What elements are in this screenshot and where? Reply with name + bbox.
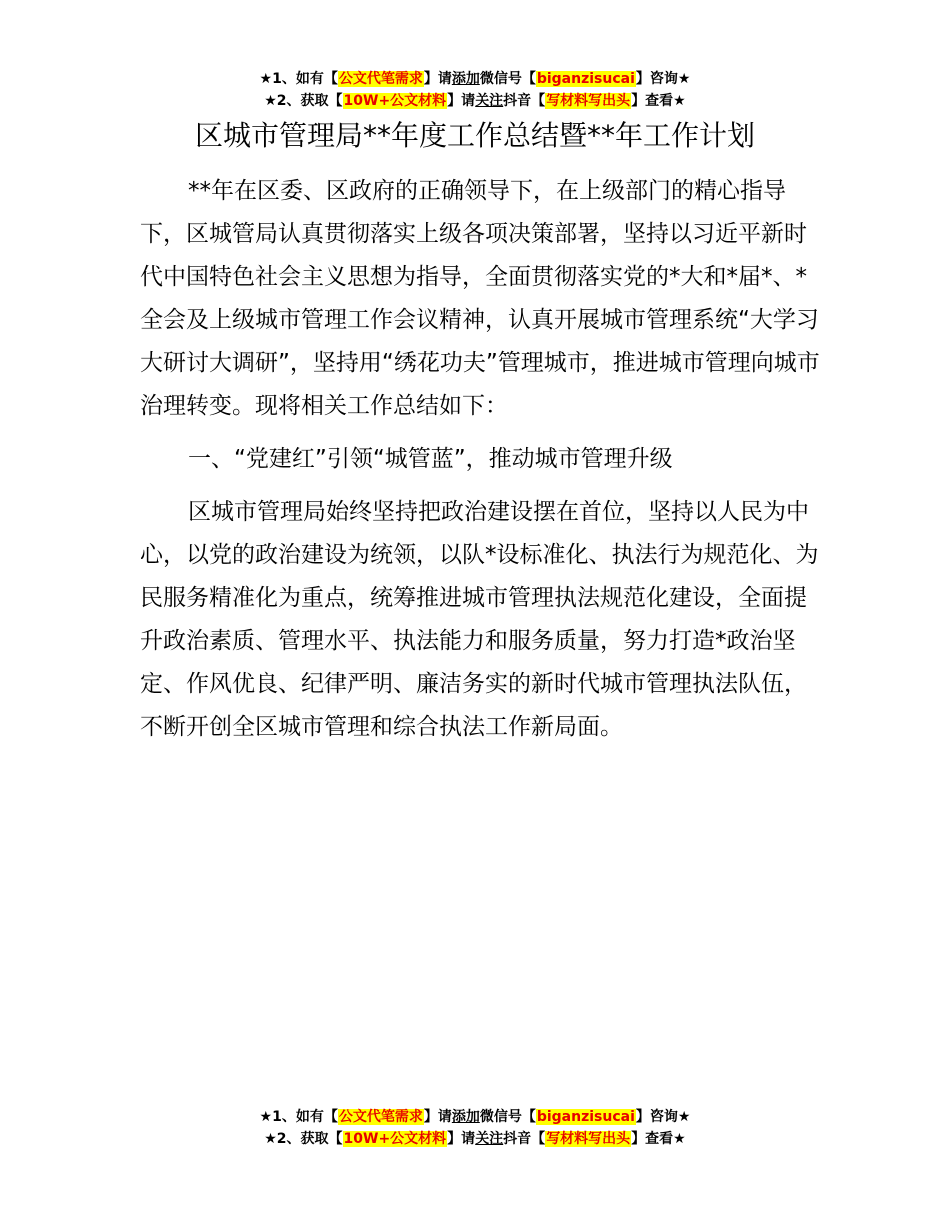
header-line2-emphasis: 关注 (475, 93, 504, 109)
footer-line1-highlight-service: 公文代笔需求 (338, 1109, 423, 1125)
section-1-paragraph: 区城市管理局始终坚持把政治建设摆在首位，坚持以人民为中心，以党的政治建设为统领，以队*设标准化、执法行为规范化、为民服务精准化为重点，统筹推进城市管理执法规范化建设，全面提升政治素质、管理水平、执法能力和服务质量，努力打造*政治坚定、作风优良、纪律严明、廉洁务实的新时代城市管理执法队伍，不断开创全区城市管理和综合执法工作新局面。 (140, 499, 819, 740)
header-line1-emphasis: 添加 (451, 71, 480, 87)
header-line2-mid2: 抖音【 (503, 93, 546, 109)
document-title: 区城市管理局**年度工作总结暨**年工作计划 (194, 119, 755, 152)
footer-line2-highlight-materials: 10W+公文材料 (343, 1131, 447, 1147)
footer-line2-highlight-douyin: 写材料写出头 (546, 1131, 631, 1147)
footer-line2-emphasis: 关注 (475, 1131, 504, 1147)
header-line2-mid1: 】请 (447, 93, 476, 109)
header-banner-line-2 (0, 90, 950, 112)
header-line1-mid1: 】请 (423, 71, 452, 87)
footer-line1-highlight-wechat: biganzisucai (536, 1109, 635, 1125)
footer-line1-mid1: 】请 (423, 1109, 452, 1125)
intro-paragraph: **年在区委、区政府的正确领导下，在上级部门的精心指导下，区城管局认真贯彻落实上级各项决策部署，坚持以习近平新时代中国特色社会主义思想为指导，全面贯彻落实党的*大和*届*、*全会及上级城市管理工作会议精神，认真开展城市管理系统“大学习大研讨大调研”，坚持用“绣花功夫”管理城市，推进城市管理向城市治理转变。现将相关工作总结如下： (140, 178, 820, 419)
footer-line2-prefix: ★2、获取【 (264, 1131, 343, 1147)
footer-banner-line-1 (0, 1106, 950, 1128)
section-heading-1: 一、“党建红”引领“城管蓝”，推动城市管理升级 (188, 446, 673, 472)
footer-banner-line-2 (0, 1128, 950, 1150)
footer-line2-mid1: 】请 (447, 1131, 476, 1147)
footer-banner (0, 1106, 950, 1150)
footer-line1-prefix: ★1、如有【 (259, 1109, 338, 1125)
footer-line1-mid2: 微信号【 (479, 1109, 536, 1125)
footer-line1-suffix: 】咨询★ (635, 1109, 691, 1125)
footer-line1-emphasis: 添加 (451, 1109, 480, 1125)
header-line1-suffix: 】咨询★ (635, 71, 691, 87)
header-line2-highlight-materials: 10W+公文材料 (343, 93, 447, 109)
document-body (140, 170, 820, 749)
header-banner-line-1 (0, 68, 950, 90)
footer-line2-mid2: 抖音【 (503, 1131, 546, 1147)
header-line1-mid2: 微信号【 (479, 71, 536, 87)
header-line2-prefix: ★2、获取【 (264, 93, 343, 109)
footer-line2-suffix: 】查看★ (631, 1131, 686, 1147)
header-line2-highlight-douyin: 写材料写出头 (546, 93, 631, 109)
header-line1-highlight-wechat: biganzisucai (536, 71, 635, 87)
header-line1-prefix: ★1、如有【 (259, 71, 338, 87)
header-line1-highlight-service: 公文代笔需求 (338, 71, 423, 87)
header-banner (0, 68, 950, 112)
header-line2-suffix: 】查看★ (631, 93, 686, 109)
